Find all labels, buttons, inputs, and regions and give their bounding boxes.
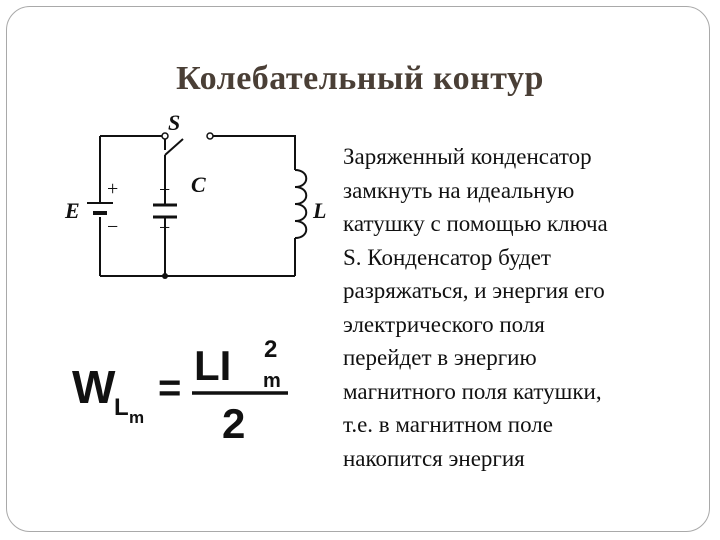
description-line: т.е. в магнитном поле	[343, 412, 553, 437]
battery-minus: −	[107, 216, 119, 238]
formula-lhs-sub: L	[114, 394, 129, 421]
formula-numerator-sup: 2	[264, 336, 278, 363]
wire-top-left	[100, 136, 165, 150]
description-line: накопится энергия	[343, 445, 525, 471]
slide-title: Колебательный контур	[176, 60, 544, 97]
description-line: перейдет в энергию	[343, 345, 537, 370]
description-line: магнитного поля катушки,	[343, 378, 602, 404]
description-line: катушку с помощью ключа	[343, 211, 608, 236]
formula-lhs-subsub: m	[129, 408, 145, 427]
capacitor-plus: +	[159, 179, 171, 201]
switch-label: S	[168, 110, 181, 135]
circuit-diagram	[45, 110, 345, 295]
description-line: S. Конденсатор будет	[343, 244, 551, 270]
description-line: разряжаться, и энергия его	[343, 278, 605, 303]
formula-lhs: W	[72, 361, 116, 413]
description-line: замкнуть на идеальную	[343, 177, 575, 203]
formula-denominator: 2	[222, 400, 246, 445]
formula-numerator-sub: m	[263, 370, 281, 392]
junction-dot	[162, 273, 168, 279]
formula-equals: =	[158, 366, 182, 410]
capacitor-label: C	[191, 172, 206, 197]
switch-contact-right	[207, 133, 213, 139]
energy-formula	[70, 335, 320, 445]
formula-numerator: LI	[194, 342, 232, 389]
source-label: E	[65, 198, 80, 223]
description-line: Заряженный конденсатор	[343, 144, 592, 169]
inductor-label: L	[313, 198, 327, 223]
description-text	[343, 140, 693, 475]
wire-top-right	[210, 136, 295, 170]
capacitor-minus: −	[159, 217, 171, 239]
inductor-coil	[295, 170, 306, 238]
switch-blade	[165, 139, 183, 155]
battery-plus: +	[107, 178, 119, 200]
description-line: электрического поля	[343, 311, 545, 337]
